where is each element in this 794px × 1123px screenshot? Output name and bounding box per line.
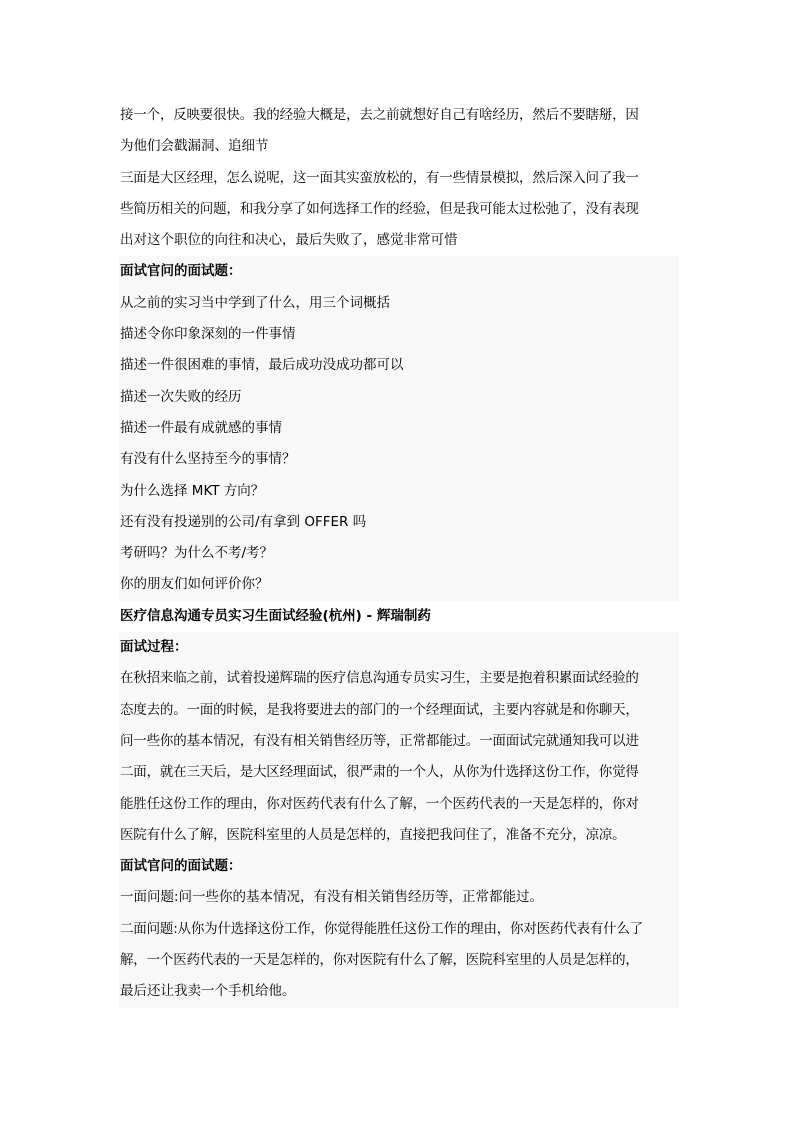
text-line: 出对这个职位的向往和决心，最后失败了，感觉非常可惜 [120,232,458,249]
question-item: 还有没有投递别的公司/有拿到 OFFER 吗 [120,513,367,530]
section-heading: 面试官问的面试题： [120,858,242,875]
question-item: 考研吗？为什么不考/考？ [120,545,274,562]
paragraph-block [119,100,679,256]
text-line: 二面问题:从你为什选择这份工作，你觉得能胜任这份工作的理由，你对医药代表有什么了 [120,920,644,937]
question-item: 为什么选择 MKT 方向？ [120,482,265,499]
text-line: 能胜任这份工作的理由，你对医药代表有什么了解，一个医药代表的一天是怎样的，你对 [120,795,639,812]
question-item: 描述一次失败的经历 [120,388,242,405]
process-section [119,632,679,851]
questions-section [119,256,679,600]
text-line: 医院有什么了解，医院科室里的人员是怎样的，直接把我问住了，准备不充分，凉凉。 [120,826,626,843]
question-item: 你的朋友们如何评价你？ [120,576,269,593]
text-line: 为他们会戳漏洞、追细节 [120,138,269,155]
question-item: 描述一件最有成就感的事情 [120,419,282,436]
text-line: 解，一个医药代表的一天是怎样的，你对医院有什么了解，医院科室里的人员是怎样的， [120,952,639,969]
text-line: 最后还让我卖一个手机给他。 [120,983,296,1000]
text-line: 问一些你的基本情况，有没有相关销售经历等，正常都能过。一面面试完就通知我可以进 [120,732,639,749]
question-item: 从之前的实习当中学到了什么，用三个词概括 [120,294,390,311]
section-heading: 面试官问的面试题： [120,263,242,280]
article-title: 医疗信息沟通专员实习生面试经验(杭州) - 辉瑞制药 [120,607,431,624]
text-line: 接一个，反映要很快。我的经验大概是，去之前就想好自己有啥经历，然后不要瞎掰，因 [120,107,639,123]
text-line: 态度去的。一面的时候，是我将要进去的部门的一个经理面试，主要内容就是和你聊天， [120,701,639,718]
text-line: 在秋招来临之前，试着投递辉瑞的医疗信息沟通专员实习生，主要是抱着积累面试经验的 [120,670,639,687]
questions-section-2 [119,851,679,1007]
question-item: 有没有什么坚持至今的事情？ [120,451,296,468]
text-line: 一面问题:问一些你的基本情况，有没有相关销售经历等，正常都能过。 [120,889,544,906]
text-line: 些简历相关的问题，和我分享了如何选择工作的经验，但是我可能太过松弛了，没有表现 [120,200,639,217]
text-line: 三面是大区经理，怎么说呢，这一面其实蛮放松的，有一些情景模拟，然后深入问了我一 [120,169,639,186]
text-line: 二面，就在三天后，是大区经理面试，很严肃的一个人，从你为什选择这份工作，你觉得 [120,764,639,781]
question-item: 描述令你印象深刻的一件事情 [120,326,296,343]
document-content [119,100,679,1008]
section-heading: 面试过程： [120,639,188,656]
question-item: 描述一件很困难的事情，最后成功没成功都可以 [120,357,404,374]
